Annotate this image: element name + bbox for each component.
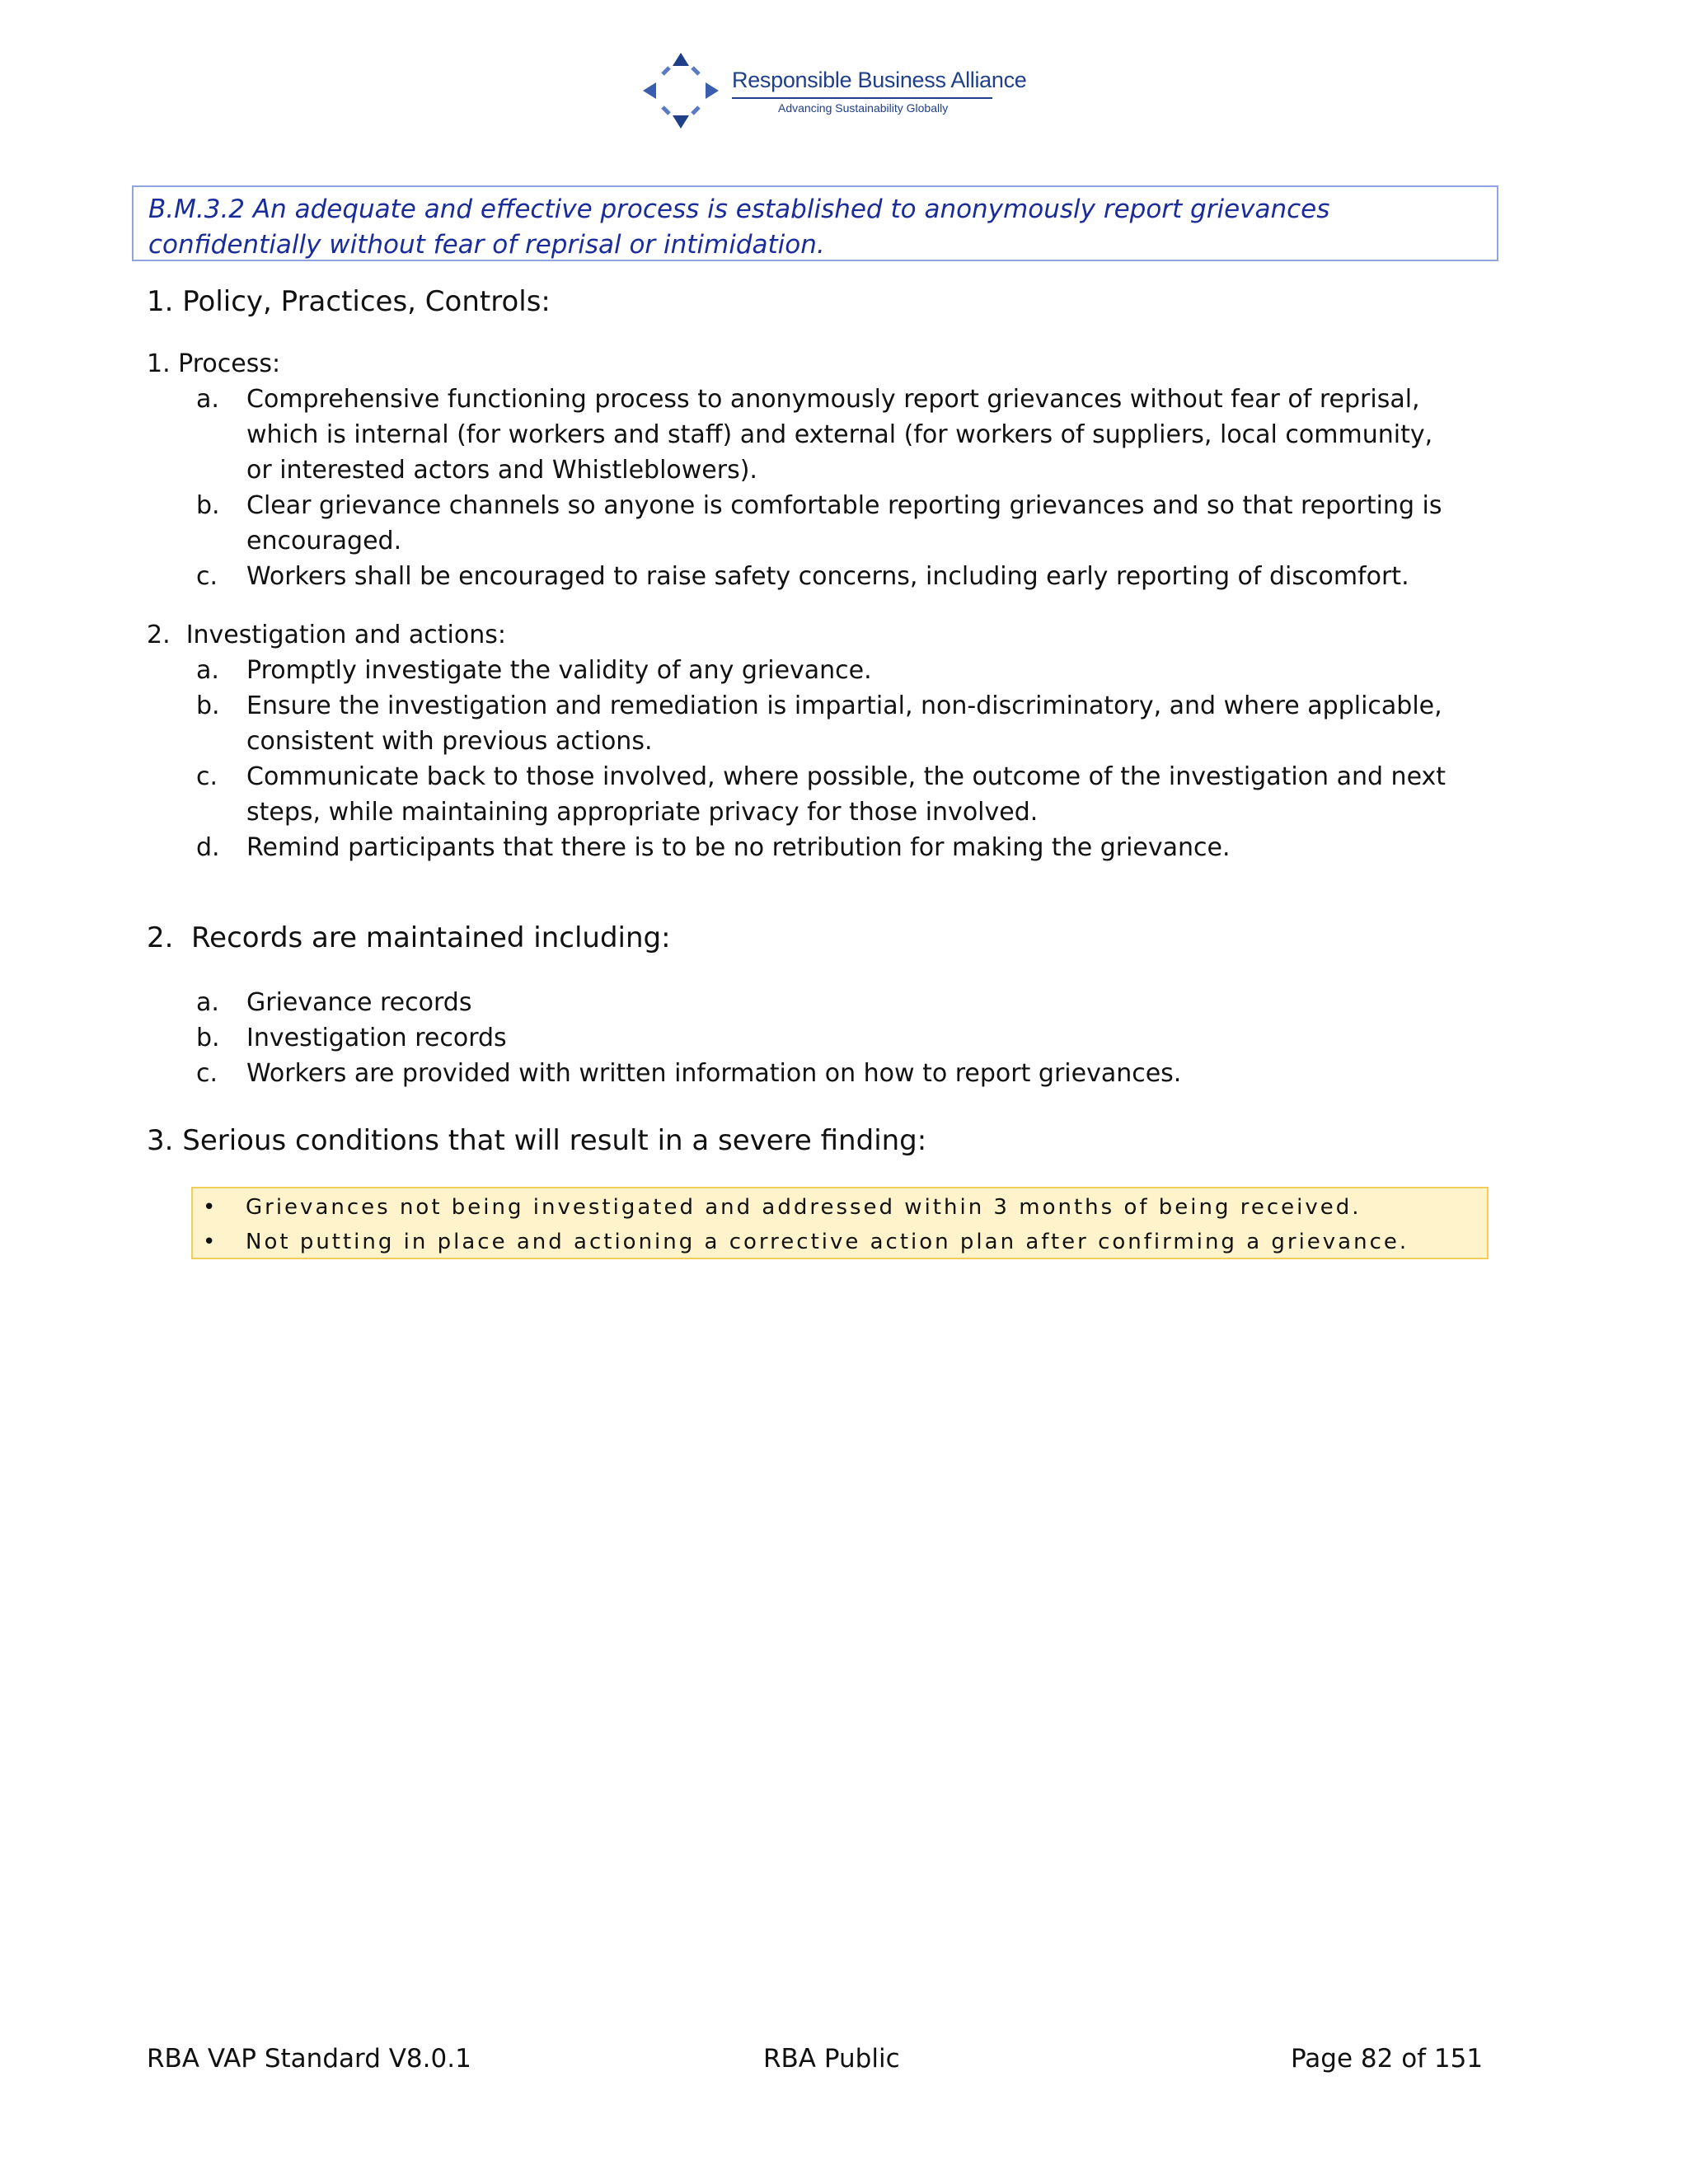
item-text: Grievance records xyxy=(246,988,472,1017)
logo-tagline: Advancing Sustainability Globally xyxy=(778,101,949,115)
item-text: Ensure the investigation and remediation is impartial, non-discriminatory, and where applicable, consistent with previous actions. xyxy=(246,691,1442,756)
item-letter: a. xyxy=(196,656,219,685)
severe-bullet xyxy=(203,1190,1362,1225)
criterion-text: B.M.3.2 An adequate and effective process is established to anonymously report grievances confidentially without fear of reprisal or intimidation. xyxy=(148,194,1330,260)
compass-logo-icon xyxy=(640,49,722,132)
footer-classification: RBA Public xyxy=(763,2044,900,2074)
item-letter: b. xyxy=(196,491,220,520)
logo-divider xyxy=(732,97,992,99)
item-letter: a. xyxy=(196,988,219,1017)
footer-page-number: Page 82 of 151 xyxy=(1291,2044,1484,2074)
item-letter: b. xyxy=(196,1024,220,1052)
footer-doc-title: RBA VAP Standard V8.0.1 xyxy=(147,2044,471,2074)
severe-bullet xyxy=(203,1225,1409,1259)
item-letter: c. xyxy=(196,762,218,791)
bullet-text: Not putting in place and actioning a corrective action plan after confirming a grievance. xyxy=(246,1230,1409,1254)
bullet-icon: • xyxy=(203,1195,216,1220)
item-letter: c. xyxy=(196,1059,218,1088)
item-text: Workers are provided with written information on how to report grievances. xyxy=(246,1059,1182,1088)
item-text: Remind participants that there is to be no retribution for making the grievance. xyxy=(246,833,1231,862)
item-letter: c. xyxy=(196,562,218,591)
item-text: Comprehensive functioning process to anonymously report grievances without fear of reprisal, which is internal (for workers and staff) and external (for workers of suppliers, local community, or interested actors and Whistleblowers). xyxy=(246,385,1433,485)
section1-heading: 1. Policy, Practices, Controls: xyxy=(147,285,551,318)
section3-heading: 3. Serious conditions that will result in a severe finding: xyxy=(147,1124,927,1157)
logo-title: Responsible Business Alliance xyxy=(732,68,1027,92)
bullet-icon: • xyxy=(203,1230,216,1254)
item-letter: b. xyxy=(196,691,220,720)
item-letter: d. xyxy=(196,833,220,862)
bullet-text: Grievances not being investigated and addressed within 3 months of being received. xyxy=(246,1195,1362,1220)
process-label: 1. Process: xyxy=(147,349,281,378)
investigation-label: 2. Investigation and actions: xyxy=(147,621,506,649)
item-text: Promptly investigate the validity of any grievance. xyxy=(246,656,872,685)
section2-heading: 2. Records are maintained including: xyxy=(147,921,671,954)
item-letter: a. xyxy=(196,385,219,414)
rba-logo xyxy=(640,49,1027,132)
item-text: Investigation records xyxy=(246,1024,507,1052)
item-text: Communicate back to those involved, where possible, the outcome of the investigation and next steps, while maintaining appropriate privacy for those involved. xyxy=(246,762,1447,827)
criterion-box xyxy=(132,185,1498,261)
item-text: Clear grievance channels so anyone is comfortable reporting grievances and so that reporting is encouraged. xyxy=(246,491,1442,555)
item-text: Workers shall be encouraged to raise safety concerns, including early reporting of discomfort. xyxy=(246,562,1409,591)
